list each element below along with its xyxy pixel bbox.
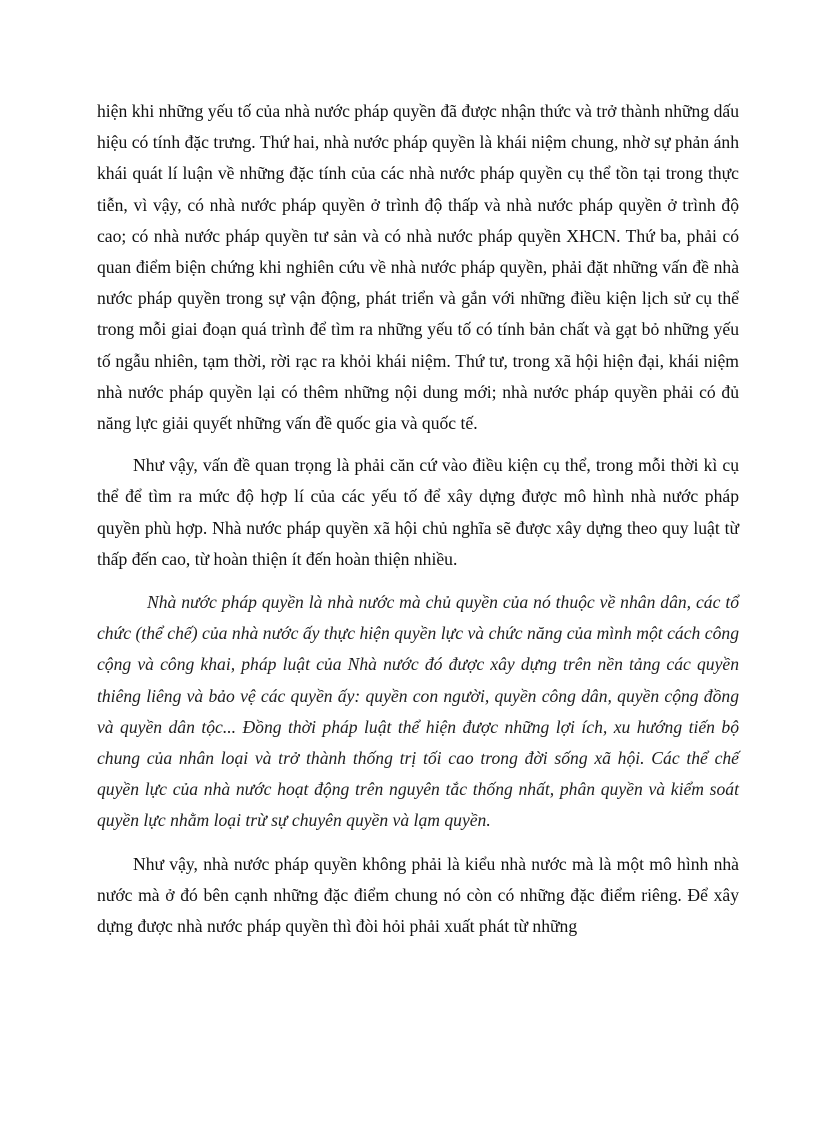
paragraph-continuation: hiện khi những yếu tố của nhà nước pháp quyền đã được nhận thức và trở thành những dấu hiệu có tính đặc trưng. Thứ hai, nhà nước pháp quyền là khái niệm chung, nhờ sự phản ánh khái quát lí luận về những đặc tính của các nhà nước pháp quyền cụ thể tồn tại trong thực tiễn, vì vậy, có nhà nước pháp quyền ở trình độ thấp và nhà nước pháp quyền ở trình độ cao; có nhà nước pháp quyền tư sản và có nhà nước pháp quyền XHCN. Thứ ba, phải có quan điểm biện chứng khi nghiên cứu về nhà nước pháp quyền, phải đặt những vấn đề nhà nước pháp quyền trong sự vận động, phát triển và gắn với những điều kiện lịch sử cụ thể trong mỗi giai đoạn quá trình để tìm ra những yếu tố có tính bản chất và gạt bỏ những yếu tố ngẫu nhiên, tạm thời, rời rạc ra khỏi khái niệm. Thứ tư, trong xã hội hiện đại, khái niệm nhà nước pháp quyền lại có thêm những nội dung mới; nhà nước pháp quyền phải có đủ năng lực giải quyết những vấn đề quốc gia và quốc tế. xyxy=(97,101,739,434)
document-page xyxy=(97,96,739,942)
paragraph-model-summary: Như vậy, nhà nước pháp quyền không phải là kiểu nhà nước mà là một mô hình nhà nước mà ở đó bên cạnh những đặc điểm chung nó còn có những đặc điểm riêng. Để xây dựng được nhà nước pháp quyền thì đòi hỏi phải xuất phát từ những xyxy=(97,853,739,937)
paragraph-definition-quote: Nhà nước pháp quyền là nhà nước mà chủ quyền của nó thuộc về nhân dân, các tổ chức (thể chế) của nhà nước ấy thực hiện quyền lực và chức năng của mình một cách công cộng và công khai, pháp luật của Nhà nước đó được xây dựng trên nền tảng các quyền thiêng liêng và bảo vệ các quyền ấy: quyền con người, quyền công dân, quyền cộng đồng và quyền dân tộc... Đồng thời pháp luật thể hiện được những lợi ích, xu hướng tiến bộ chung của nhân loại và trở thành thống trị tối cao trong đời sống xã hội. Các thể chế quyền lực của nhà nước hoạt động trên nguyên tắc thống nhất, phân quyền và kiểm soát quyền lực nhằm loại trừ sự chuyên quyền và lạm quyền. xyxy=(97,592,739,831)
paragraph-conclusion: Như vậy, vấn đề quan trọng là phải căn cứ vào điều kiện cụ thể, trong mỗi thời kì cụ thể để tìm ra mức độ hợp lí của các yếu tố để xây dựng được mô hình nhà nước pháp quyền phù hợp. Nhà nước pháp quyền xã hội chủ nghĩa sẽ được xây dựng theo quy luật từ thấp đến cao, từ hoàn thiện ít đến hoàn thiện nhiều. xyxy=(97,455,739,569)
